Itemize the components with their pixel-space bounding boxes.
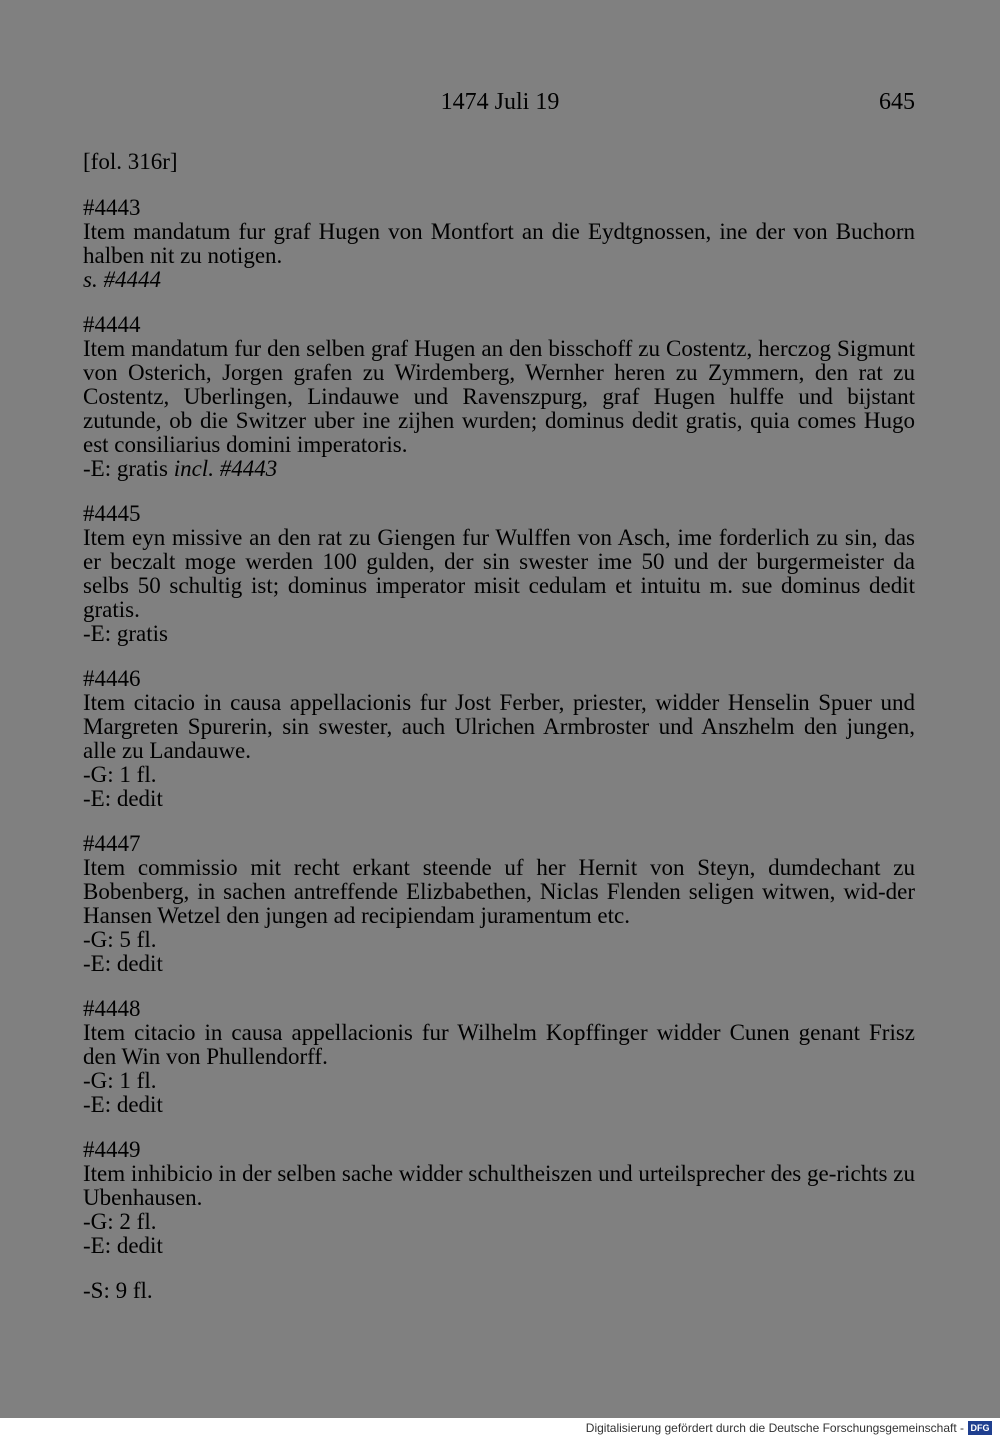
footer-bar bbox=[0, 1418, 1000, 1439]
entry-text: Item commissio mit recht erkant steende uf her Hernit von Steyn, dumdechant zu Bobenberg, in sachen antreffende Elizbabethen, Niclas Flenden seligen witwen, wid-der Hansen Wetzel den jungen ad recipiendam juramentum etc. bbox=[83, 855, 915, 928]
entry-4448 bbox=[83, 997, 915, 1117]
g-line: -G: 1 fl. bbox=[83, 762, 157, 787]
note-prefix: s. bbox=[83, 267, 98, 292]
entry-id: #4447 bbox=[83, 831, 141, 856]
entry-id: #4443 bbox=[83, 195, 141, 220]
entry-text: Item eyn missive an den rat zu Giengen fur Wulffen von Asch, ime forderlich zu sin, das er beczalt moge werden 100 gulden, der sin swester ime 50 und der burgermeister da selbs 50 schultig ist; dominus imperator misit cedulam et intuitu m. sue dominus dedit gratis. bbox=[83, 525, 915, 622]
entry-4446 bbox=[83, 667, 915, 811]
entry-4443 bbox=[83, 196, 915, 292]
e-line: -E: dedit bbox=[83, 951, 163, 976]
e-line-incl: incl. bbox=[173, 456, 214, 481]
summary-line: -S: 9 fl. bbox=[83, 1278, 153, 1303]
entry-4445 bbox=[83, 502, 915, 646]
entry-id: #4448 bbox=[83, 996, 141, 1021]
note-ref: #4444 bbox=[103, 267, 161, 292]
e-line-prefix: -E: gratis bbox=[83, 456, 168, 481]
entry-text: Item inhibicio in der selben sache widder schultheiszen und urteilsprecher des ge-richts zu Ubenhausen. bbox=[83, 1161, 915, 1210]
entry-text: Item mandatum fur den selben graf Hugen an den bisschoff zu Costentz, herczog Sigmunt von Osterich, Jorgen grafen zu Wirdemberg, Wernher heren zu Zymmern, den rat zu Costentz, Uberlingen, Lindauwe und Ravenszpurg, graf Hugen hulffe und bijstant zutunde, ob die Switzer uber ine zijhen wurden; dominus dedit gratis, quia comes Hugo est consiliarius domini imperatoris. bbox=[83, 336, 915, 457]
e-line: -E: dedit bbox=[83, 1233, 163, 1258]
entry-4447 bbox=[83, 832, 915, 976]
entry-id: #4449 bbox=[83, 1137, 141, 1162]
g-line: -G: 1 fl. bbox=[83, 1068, 157, 1093]
entry-text: Item citacio in causa appellacionis fur Jost Ferber, priester, widder Henselin Spuer und Margreten Spurerin, sin swester, auch Ulrichen Armbroster und Anszhelm den jungen, alle zu Landauwe. bbox=[83, 690, 915, 763]
entry-id: #4444 bbox=[83, 312, 141, 337]
folio-marker: [fol. 316r] bbox=[83, 149, 178, 174]
dfg-logo: DFG bbox=[968, 1421, 992, 1435]
g-line: -G: 2 fl. bbox=[83, 1209, 157, 1234]
e-line: -E: gratis bbox=[83, 621, 168, 646]
e-line: -E: dedit bbox=[83, 786, 163, 811]
entry-text: Item mandatum fur graf Hugen von Montfort an die Eydtgnossen, ine der von Buchorn halben nit zu notigen. bbox=[83, 219, 915, 268]
e-line bbox=[83, 457, 915, 481]
page-header-date: 1474 Juli 19 bbox=[440, 89, 560, 115]
entry-4444 bbox=[83, 313, 915, 481]
g-line: -G: 5 fl. bbox=[83, 927, 157, 952]
entry-id: #4445 bbox=[83, 501, 141, 526]
page-number: 645 bbox=[879, 89, 915, 115]
footer-credit: Digitalisierung gefördert durch die Deutsche Forschungsgemeinschaft - bbox=[585, 1421, 964, 1435]
entry-4449 bbox=[83, 1138, 915, 1258]
cross-reference-note bbox=[83, 268, 915, 292]
document-body bbox=[83, 150, 915, 1303]
e-line-ref: #4443 bbox=[219, 456, 278, 481]
e-line: -E: dedit bbox=[83, 1092, 163, 1117]
entry-id: #4446 bbox=[83, 666, 141, 691]
entry-text: Item citacio in causa appellacionis fur Wilhelm Kopffinger widder Cunen genant Frisz den Win von Phullendorff. bbox=[83, 1020, 915, 1069]
